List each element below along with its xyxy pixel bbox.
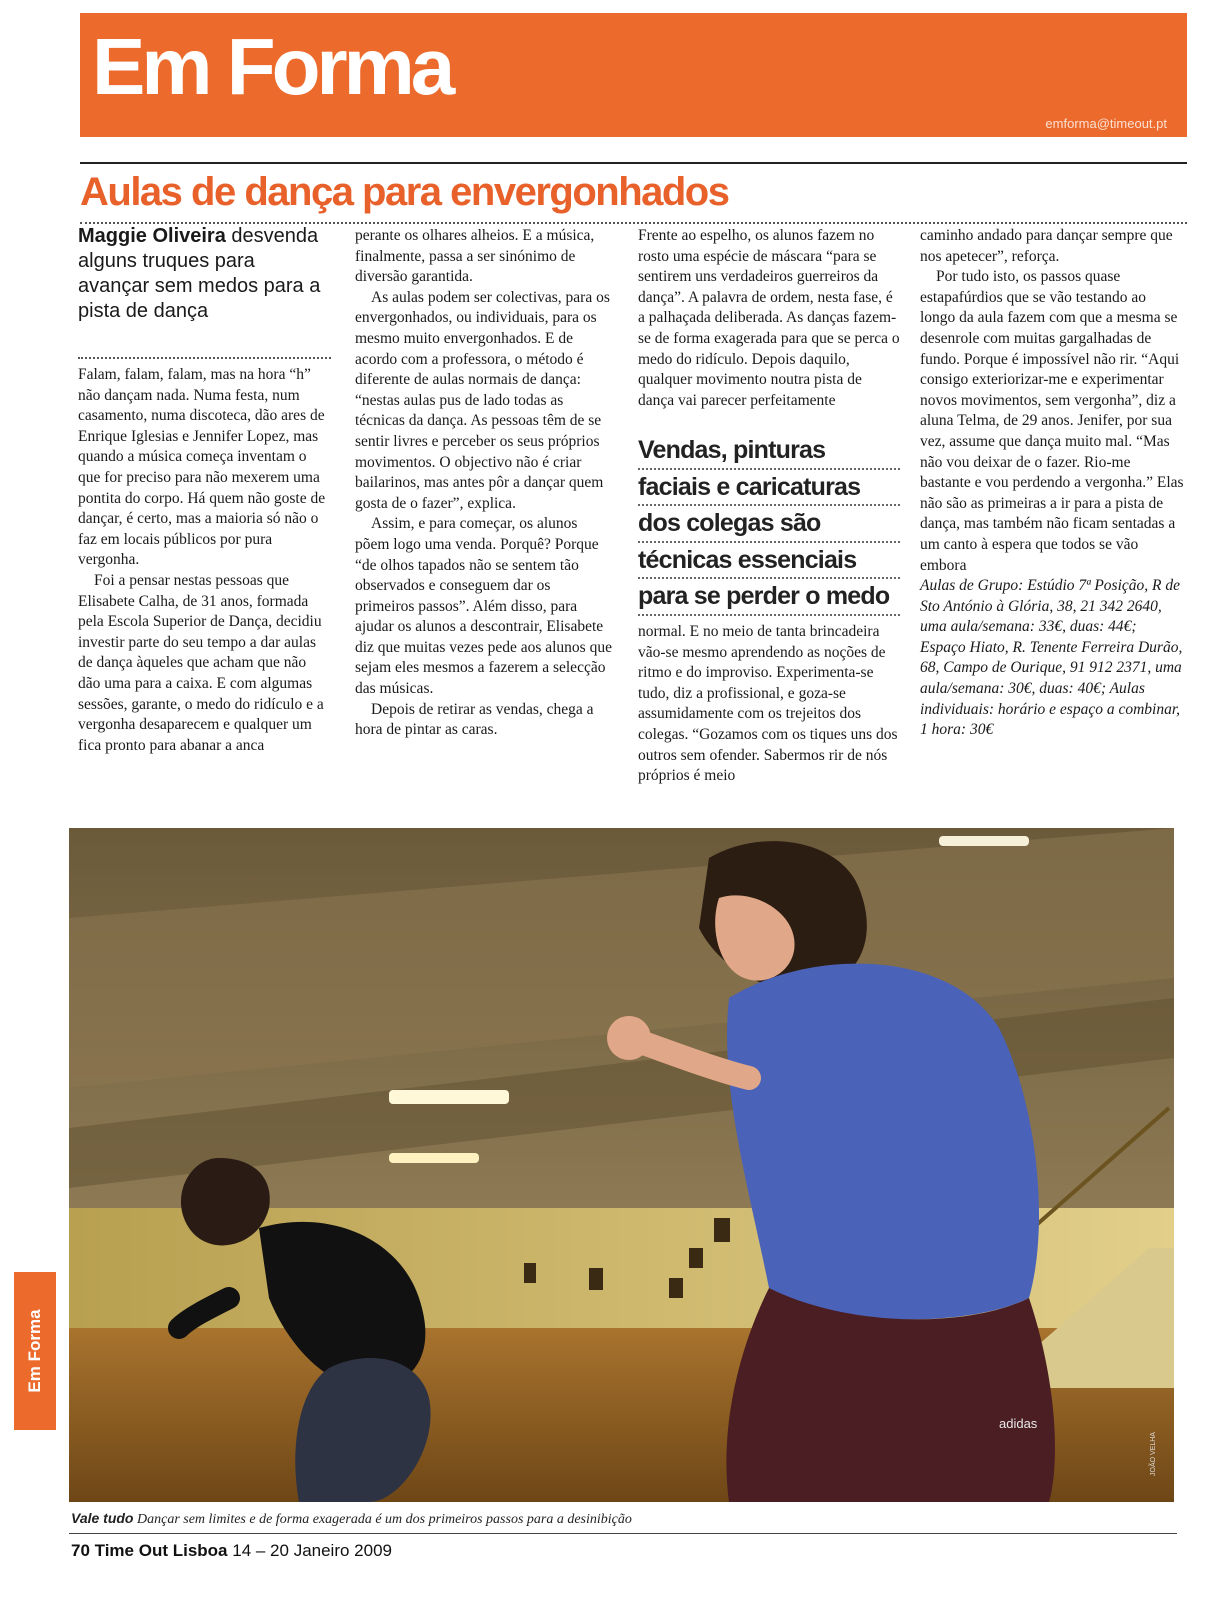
col4-paragraph: caminho andado para dançar sempre que nos apetecer”, reforça. bbox=[920, 227, 1173, 265]
col2-paragraph: Depois de retirar as vendas, chega a hora de pintar as caras. bbox=[355, 700, 594, 739]
caption-label: Vale tudo bbox=[71, 1510, 134, 1526]
ceiling-light bbox=[389, 1090, 509, 1104]
caption-text: Dançar sem limites e de forma exagerada é um dos primeiros passos para a desinibição bbox=[137, 1512, 632, 1527]
col3-paragraph-top: Frente ao espelho, os alunos fazem no rosto uma espécie de máscara “para se sentirem uns verdadeiros guerreiros da dança”. A palavra de ordem, nesta fase, é a palhaçada deliberada. As danças fazem-se de forma exagerada para que se perca o medo do ridículo. Depois daquilo, qualquer movimento noutra pista de dança vai parecer perfeitamente bbox=[638, 227, 900, 409]
article-column-1 bbox=[78, 365, 331, 756]
col4-paragraph: Por tudo isto, os passos quase estapafúrdios que se vão testando ao longo da aula fazem com que a mesma se desenrole com muitas gargalhadas de fundo. Porque é impossível não rir. “Aqui consigo exteriorizar-me e experimentar novos movimentos, sem vergonha”, diz a aluna Telma, de 29 anos. Jenifer, por sua vez, assume que dança muito mal. “Mas não vou deixar de o fazer. Rio-me bastante e vou perdendo a vergonha.” Elas não são as primeiras a ir para a pista de dança, mas também não ficam sentadas a um canto à espera que todos se vão embora bbox=[920, 268, 1184, 574]
wall-frame bbox=[689, 1248, 703, 1268]
pull-quote bbox=[638, 433, 900, 616]
col3-paragraph-bottom: normal. E no meio de tanta brincadeira vão-se mesmo aprendendo as noções de ritmo e do improviso. Experimenta-se tudo, diz a profissional, e goza-se assumidamente com os trejeitos dos colegas. “Gozamos com os tiques uns dos outros sem ofender. Sabermos rir de nós próprios é meio bbox=[638, 623, 898, 785]
photo-caption bbox=[71, 1510, 632, 1528]
venue-info: Aulas de Grupo: Estúdio 7ª Posição, R de Sto António à Glória, 38, 21 342 2640, uma aula/semana: 33€, duas: 44€; Espaço Hiato, R. Tenente Ferreira Durão, 68, Campo de Ourique, 91 912 2371, uma aula/semana: 30€, duas: 40€; Aulas individuais: horário e espaço a combinar, 1 hora: 30€ bbox=[920, 577, 1183, 739]
section-email[interactable]: emforma@timeout.pt bbox=[1045, 116, 1167, 131]
article-column-2 bbox=[355, 226, 613, 741]
wall-frame bbox=[669, 1278, 683, 1298]
dance-class-illustration bbox=[69, 828, 1174, 1502]
article-lead bbox=[78, 224, 328, 324]
col2-paragraph: Assim, e para começar, os alunos põem logo uma venda. Porquê? Porque “de olhos tapados não se sentem tão observados e conseguem dar os primeiros passos”. Além disso, para ajudar os alunos a descontrair, Elisabete diz que muitas vezes pede aos alunos que sejam eles mesmos a fazerem a selecção das músicas. bbox=[355, 515, 612, 698]
article-column-3-bottom bbox=[638, 622, 900, 787]
article-column-3-top bbox=[638, 226, 900, 411]
lead-author: Maggie Oliveira bbox=[78, 225, 226, 247]
issue-date: 14 – 20 Janeiro 2009 bbox=[232, 1541, 392, 1560]
side-tab-label: Em Forma bbox=[25, 1309, 44, 1393]
lead-divider bbox=[78, 357, 331, 359]
pull-quote-line: Vendas, pinturas bbox=[638, 433, 900, 470]
article-headline: Aulas de dança para envergonhados bbox=[80, 170, 729, 214]
col2-paragraph: As aulas podem ser colectivas, para os envergonhados, ou individuais, para os mesmo muito envergonhados. E de acordo com a professora, o método é diferente de aulas normais de dança: “nestas aulas pus de lado todas as técnicas da dança. As pessoas têm de se sentir livres e perceber os seus próprios movimentos. O objectivo não é criar bailarinos, mas antes pôr a dançar quem gosta de o fazer”, explica. bbox=[355, 288, 610, 512]
ceiling-light bbox=[389, 1153, 479, 1163]
photo-credit: JOÃO VELHA bbox=[1150, 1432, 1157, 1476]
wall-frame bbox=[589, 1268, 603, 1290]
section-title: Em Forma bbox=[92, 22, 452, 111]
col1-paragraph: Falam, falam, falam, mas na hora “h” não dançam nada. Numa festa, num casamento, numa discoteca, dão ares de Enrique Iglesias e Jennifer Lopez, mas quando a música começa inventam o que for preciso para não mexerem uma pontita do corpo. Há quem não goste de dançar, é certo, mas a maioria só não o faz em locais públicos por pura vergonha. bbox=[78, 366, 326, 569]
col2-paragraph: perante os olhares alheios. E a música, finalmente, passa a ser sinónimo de diversão garantida. bbox=[355, 227, 595, 286]
section-side-tab bbox=[14, 1272, 56, 1430]
wall-frame bbox=[524, 1263, 536, 1283]
lead-text: desvenda alguns truques para avançar sem medos para a pista de dança bbox=[78, 225, 321, 322]
shirt-logo: adidas bbox=[999, 1416, 1038, 1431]
ceiling-light bbox=[939, 836, 1029, 846]
dancer-right-pants bbox=[726, 1288, 1055, 1502]
wall-frame bbox=[714, 1218, 730, 1242]
pull-quote-line: para se perder o medo bbox=[638, 579, 900, 616]
section-header-bar bbox=[80, 13, 1187, 137]
article-photo bbox=[69, 828, 1174, 1502]
page-footer bbox=[71, 1541, 392, 1561]
pull-quote-line: técnicas essenciais bbox=[638, 543, 900, 580]
pull-quote-line: faciais e caricaturas bbox=[638, 470, 900, 507]
pull-quote-line: dos colegas são bbox=[638, 506, 900, 543]
col1-paragraph: Foi a pensar nestas pessoas que Elisabete Calha, de 31 anos, formada pela Escola Superior de Dança, decidiu investir parte do seu tempo a dar aulas de dança àqueles que acham que não dão uma para a caixa. E com algumas sessões, garante, o medo do ridículo e a vergonha desaparecem e qualquer um fica pronto para abanar a anca bbox=[78, 571, 324, 754]
article-column-4 bbox=[920, 226, 1185, 741]
footer-rule bbox=[69, 1533, 1177, 1534]
page-number-label: 70 Time Out Lisboa bbox=[71, 1541, 228, 1560]
dancer-right-fist bbox=[607, 1016, 651, 1060]
